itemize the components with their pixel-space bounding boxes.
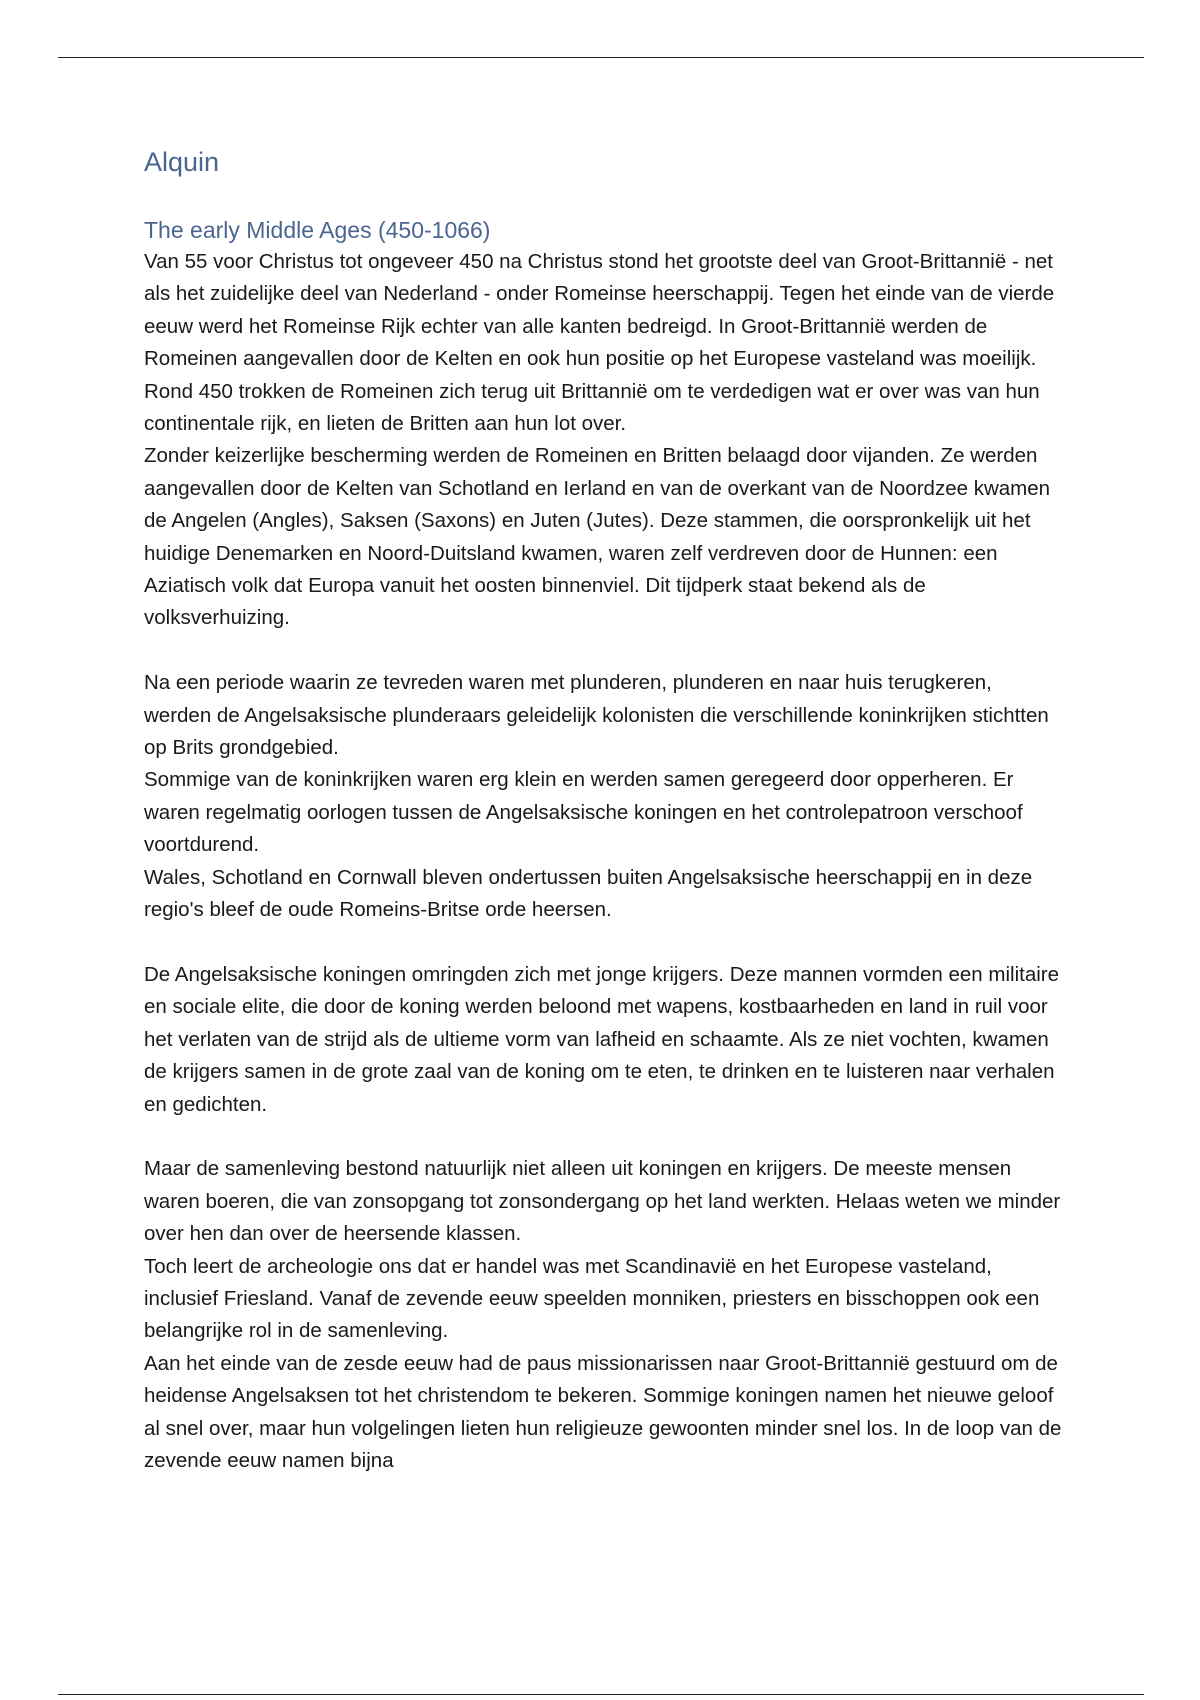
paragraph-missionaries: Aan het einde van de zesde eeuw had de paus missionarissen naar Groot-Brittannië gestuurd om de heidense Angelsaksen tot het christendom te bekeren. Sommige koningen namen het nieuwe geloof al snel over, maar hun volgelingen lieten hun religieuze gewoonten minder snel los. In de loop van de zevende eeuw namen bijna (144, 1351, 1062, 1472)
paragraph-spacer (144, 635, 1064, 667)
paragraph-wales-scotland: Wales, Schotland en Cornwall bleven ondertussen buiten Angelsaksische heerschappij en in deze regio's bleef de oude Romeins-Britse orde heersen. (144, 865, 1033, 922)
document-body (144, 140, 1064, 1477)
paragraph-migration-period: Zonder keizerlijke bescherming werden de Romeinen en Britten belaagd door vijanden. Ze werden aangevallen door de Kelten van Schotland en Ierland en van de overkant van de Noordzee kwamen de Angelen (Angles), Saksen (Saxons) en Juten (Jutes). Deze stammen, die oorspronkelijk uit het huidige Denemarken en Noord-Duitsland kwamen, waren zelf verdreven door de Hunnen: een Aziatisch volk dat Europa vanuit het oosten binnenviel. Dit tijdperk staat bekend als de volksverhuizing. (144, 444, 1051, 630)
header-rule (58, 57, 1144, 58)
paragraph-roman-withdrawal: Van 55 voor Christus tot ongeveer 450 na Christus stond het grootste deel van Groot-Brittannië - net als het zuidelijke deel van Nederland - onder Romeinse heerschappij. Tegen het einde van de vierde eeuw werd het Romeinse Rijk echter van alle kanten bedreigd. In Groot-Brittannië werden de Romeinen aangevallen door de Kelten en ook hun positie op het Europese vasteland was moeilijk. Rond 450 trokken de Romeinen zich terug uit Brittannië om te verdedigen wat er over was van hun continentale rijk, en lieten de Britten aan hun lot over. (144, 250, 1055, 436)
section-heading: The early Middle Ages (450-1066) (144, 217, 491, 243)
paragraph-settlers: Na een periode waarin ze tevreden waren met plunderen, plunderen en naar huis terugkeren, werden de Angelsaksische plunderaars geleidelijk kolonisten die verschillende koninkrijken stichtten op Brits grondgebied. (144, 671, 1049, 760)
paragraph-spacer (144, 1121, 1064, 1153)
paragraph-warriors: De Angelsaksische koningen omringden zich met jonge krijgers. Deze mannen vormden een militaire en sociale elite, die door de koning werden beloond met wapens, kostbaarheden en land in ruil voor het verlaten van de strijd als de ultieme vorm van lafheid en schaamte. Als ze niet vochten, kwamen de krijgers samen in de grote zaal van de koning om te eten, te drinken en te luisteren naar verhalen en gedichten. (144, 962, 1060, 1116)
document-title: Alquin (144, 147, 220, 177)
paragraph-spacer (144, 927, 1064, 959)
paragraph-farmers: Maar de samenleving bestond natuurlijk niet alleen uit koningen en krijgers. De meeste mensen waren boeren, die van zonsopgang tot zonsondergang op het land werkten. Helaas weten we minder over hen dan over de heersende klassen. (144, 1157, 1061, 1246)
paragraph-kingdoms: Sommige van de koninkrijken waren erg klein en werden samen geregeerd door opperheren. Er waren regelmatig oorlogen tussen de Angelsaksische koningen en het controlepatroon verschoof voortdurend. (144, 768, 1023, 857)
footer-rule (58, 1694, 1144, 1695)
paragraph-trade-clergy: Toch leert de archeologie ons dat er handel was met Scandinavië en het Europese vasteland, inclusief Friesland. Vanaf de zevende eeuw speelden monniken, priesters en bisschoppen ook een belangrijke rol in de samenleving. (144, 1254, 1040, 1343)
